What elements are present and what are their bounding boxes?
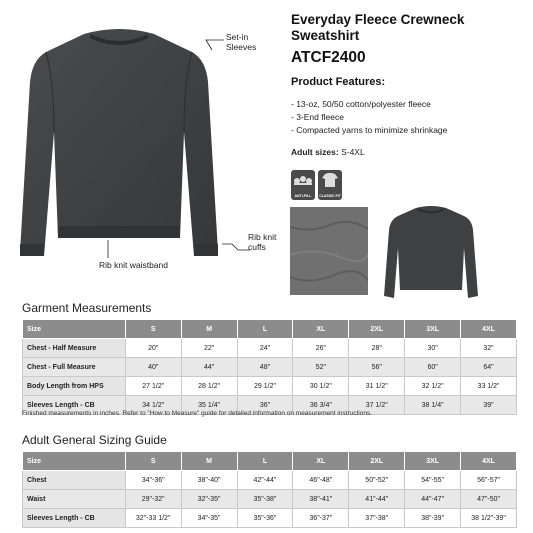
table-cell: 34"-36" bbox=[125, 471, 181, 490]
row-label: Chest - Full Measure bbox=[23, 358, 126, 377]
sizing-guide-heading: Adult General Sizing Guide bbox=[22, 433, 167, 447]
table-cell: 64" bbox=[461, 358, 517, 377]
table-cell: 26" bbox=[293, 339, 349, 358]
table-cell: 36"-37" bbox=[293, 509, 349, 528]
table-cell: 31 1/2" bbox=[349, 377, 405, 396]
table-cell: 34"-35" bbox=[181, 509, 237, 528]
sizing-guide-table bbox=[22, 451, 517, 528]
table-cell: 54"-55" bbox=[405, 471, 461, 490]
table-cell: 22" bbox=[181, 339, 237, 358]
table-cell: 38"-40" bbox=[181, 471, 237, 490]
fabric-swatch-image bbox=[290, 207, 368, 295]
table-cell: 44" bbox=[181, 358, 237, 377]
features-heading: Product Features: bbox=[291, 76, 386, 88]
table-cell: 39" bbox=[461, 396, 517, 415]
table-cell: 38 1/2"-39" bbox=[461, 509, 517, 528]
table-cell: 32" bbox=[461, 339, 517, 358]
table-row bbox=[23, 509, 517, 528]
table-cell: 38 1/4" bbox=[405, 396, 461, 415]
adult-sizes-value: S-4XL bbox=[341, 147, 365, 157]
sweater-back-thumbnail bbox=[376, 202, 486, 302]
table-row bbox=[23, 490, 517, 509]
feature-item: - 13-oz, 50/50 cotton/polyester fleece bbox=[291, 98, 521, 111]
table-cell: 50"-52" bbox=[349, 471, 405, 490]
table-cell: 36" bbox=[237, 396, 293, 415]
table-cell: 38"-39" bbox=[405, 509, 461, 528]
column-header: Size bbox=[23, 452, 126, 471]
features-list bbox=[291, 98, 521, 137]
table-cell: 33 1/2" bbox=[461, 377, 517, 396]
table-cell: 32"-33 1/2" bbox=[125, 509, 181, 528]
column-header: XL bbox=[293, 320, 349, 339]
table-cell: 30 1/2" bbox=[293, 377, 349, 396]
table-row bbox=[23, 471, 517, 490]
adult-sizes-label: Adult sizes: bbox=[291, 147, 339, 157]
row-label: Chest - Half Measure bbox=[23, 339, 126, 358]
table-header-row bbox=[23, 452, 517, 471]
column-header: L bbox=[237, 320, 293, 339]
table-cell: 32"-35" bbox=[181, 490, 237, 509]
feature-item: - Compacted yarns to minimize shrinkage bbox=[291, 124, 521, 137]
table-cell: 35 1/4" bbox=[181, 396, 237, 415]
table-cell: 32 1/2" bbox=[405, 377, 461, 396]
table-cell: 20" bbox=[125, 339, 181, 358]
table-cell: 37"-38" bbox=[349, 509, 405, 528]
table-cell: 36 3/4" bbox=[293, 396, 349, 415]
column-header: 3XL bbox=[405, 452, 461, 471]
table-cell: 34 1/2" bbox=[125, 396, 181, 415]
table-cell: 28 1/2" bbox=[181, 377, 237, 396]
table-cell: 29 1/2" bbox=[237, 377, 293, 396]
table-cell: 48" bbox=[237, 358, 293, 377]
garment-measurements-heading: Garment Measurements bbox=[22, 301, 152, 315]
table-cell: 56"-57" bbox=[461, 471, 517, 490]
table-cell: 40" bbox=[125, 358, 181, 377]
column-header: 3XL bbox=[405, 320, 461, 339]
table-cell: 29"-32" bbox=[125, 490, 181, 509]
adult-sizes bbox=[291, 147, 365, 157]
table-cell: 41"-44" bbox=[349, 490, 405, 509]
table-cell: 46"-48" bbox=[293, 471, 349, 490]
table-cell: 30" bbox=[405, 339, 461, 358]
column-header: Size bbox=[23, 320, 126, 339]
table-cell: 52" bbox=[293, 358, 349, 377]
feature-item: - 3-End fleece bbox=[291, 111, 521, 124]
table-row bbox=[23, 377, 517, 396]
set-in-sleeves-callout: Set-in Sleeves bbox=[226, 32, 257, 52]
product-title: Everyday Fleece Crewneck Sweatshirt bbox=[291, 12, 465, 43]
table-cell: 28" bbox=[349, 339, 405, 358]
row-label: Sleeves Length - CB bbox=[23, 396, 126, 415]
column-header: S bbox=[125, 320, 181, 339]
table-cell: 37 1/2" bbox=[349, 396, 405, 415]
classic-fit-icon: CLASSIC FIT bbox=[318, 170, 342, 200]
product-sku: ATCF2400 bbox=[291, 49, 366, 66]
table-cell: 35"-38" bbox=[237, 490, 293, 509]
column-header: 4XL bbox=[461, 452, 517, 471]
row-label: Body Length from HPS bbox=[23, 377, 126, 396]
table-cell: 27 1/2" bbox=[125, 377, 181, 396]
column-header: S bbox=[125, 452, 181, 471]
column-header: 4XL bbox=[461, 320, 517, 339]
table-cell: 35"-36" bbox=[237, 509, 293, 528]
row-label: Chest bbox=[23, 471, 126, 490]
column-header: 2XL bbox=[349, 452, 405, 471]
measurement-note: Finished measurements in inches. Refer to "How to Measure" guide for detailed information on measurement instructions. bbox=[22, 410, 373, 417]
table-row bbox=[23, 358, 517, 377]
table-cell: 47"-50" bbox=[461, 490, 517, 509]
table-row bbox=[23, 339, 517, 358]
column-header: L bbox=[237, 452, 293, 471]
table-cell: 56" bbox=[349, 358, 405, 377]
column-header: 2XL bbox=[349, 320, 405, 339]
column-header: XL bbox=[293, 452, 349, 471]
row-label: Waist bbox=[23, 490, 126, 509]
garment-measurements-table bbox=[22, 319, 517, 415]
row-label: Sleeves Length - CB bbox=[23, 509, 126, 528]
table-cell: 24" bbox=[237, 339, 293, 358]
table-header-row bbox=[23, 320, 517, 339]
column-header: M bbox=[181, 452, 237, 471]
table-cell: 44"-47" bbox=[405, 490, 461, 509]
anti-pill-icon: ANTI-PILL bbox=[291, 170, 315, 200]
table-cell: 42"-44" bbox=[237, 471, 293, 490]
column-header: M bbox=[181, 320, 237, 339]
rib-knit-waistband-callout: Rib knit waistband bbox=[99, 260, 168, 270]
table-cell: 60" bbox=[405, 358, 461, 377]
table-cell: 38"-41" bbox=[293, 490, 349, 509]
rib-knit-cuffs-callout: Rib knit cuffs bbox=[248, 232, 277, 252]
